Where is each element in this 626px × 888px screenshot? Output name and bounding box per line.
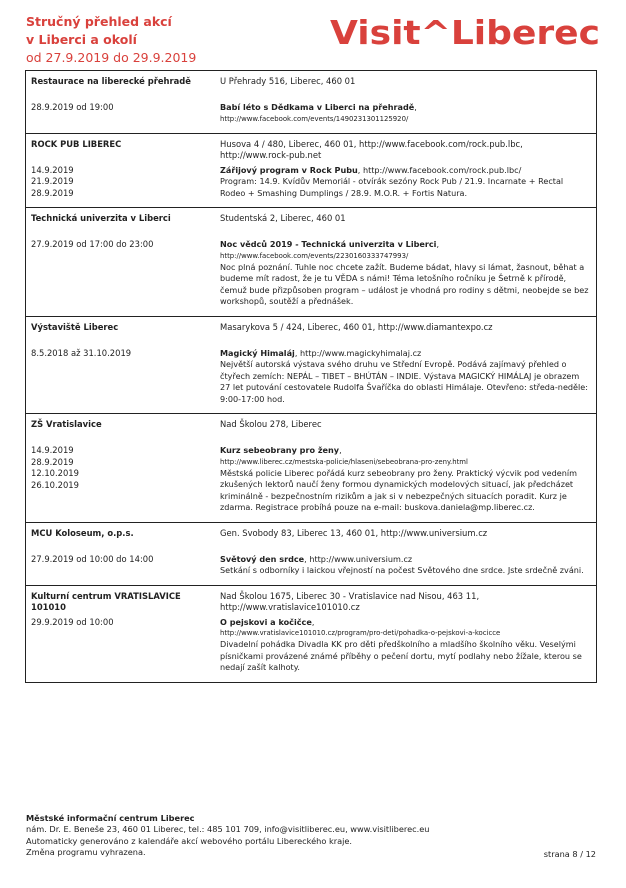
event-address: Husova 4 / 480, Liberec, 460 01, http://www.facebook.com/rock.pub.lbc, http://www.rock-pub.net: [220, 138, 523, 160]
event-dates: [31, 102, 210, 114]
event-detail-cell: [216, 71, 597, 134]
event-venue-cell: [26, 208, 217, 317]
event-title-suffix: ,: [311, 616, 315, 627]
event-date: 14.9.2019: [31, 164, 74, 175]
event-date: 27.9.2019 od 10:00 do 14:00: [31, 553, 154, 564]
event-info: [220, 445, 590, 514]
event-detail-cell: [216, 522, 597, 585]
event-organizer: Výstaviště Liberec: [31, 321, 119, 332]
event-title-suffix: ,: [436, 239, 440, 249]
event-dates: [31, 445, 210, 491]
event-info: [220, 348, 590, 406]
event-date: 28.9.2019: [31, 456, 74, 467]
event-description: Největší autorská výstava svého druhu ve Střední Evropě. Podává zajímavý přehled o čtyřech zemích: NEPÁL – TIBET – BHÚTÁN – INDIE. Výstava MAGICKÝ HIMÁLAJ je obrazem 27 let putování cestovatele Rudolfa Švaříčka do oblasti Himálaje. Otevřeno: středa-neděle: 9:00-17:00 hod.: [220, 359, 588, 404]
event-info: [220, 617, 590, 674]
events-table: [25, 70, 597, 683]
svg-text:Visit^Liberec: Visit^Liberec: [330, 13, 600, 52]
event-address: Gen. Svobody 83, Liberec 13, 460 01, http://www.universium.cz: [220, 527, 488, 538]
event-venue-cell: [26, 71, 217, 134]
event-title-link[interactable]: Kurz sebeobrany pro ženy: [220, 445, 340, 455]
event-detail-cell: [216, 585, 597, 682]
event-row: [26, 585, 597, 682]
title-line-1: Stručný přehled akcí: [26, 14, 172, 29]
event-description: Městská policie Liberec pořádá kurz sebeobrany pro ženy. Praktický výcvik pod vedením zkušených lektorů naučí ženy formou dynamických modelových situací, jak předcházet kriminálně - bezpečnostním rizikům a jak si v nebezpečných situacích poradit. Kurz je zdarma. Registrace probíhá pouze na e-mail: buskova.daniela@mp.liberec.cz.: [220, 467, 578, 512]
event-dates: [31, 165, 210, 200]
event-address: Nad Školou 1675, Liberec 30 - Vratislavice nad Nisou, 463 11, http://www.vratislavice101010.cz: [220, 590, 480, 612]
event-organizer: MCU Koloseum, o.p.s.: [31, 527, 134, 538]
event-detail-cell: [216, 316, 597, 414]
event-organizer: Restaurace na liberecké přehradě: [31, 76, 191, 86]
event-url-inline[interactable]: http://www.facebook.com/rock.pub.lbc/: [362, 164, 522, 175]
footer-org: Městské informační centrum Liberec: [26, 813, 195, 823]
visit-liberec-logo: [330, 10, 602, 52]
event-organizer: Technická univerzita v Liberci: [31, 213, 171, 223]
event-url[interactable]: http://www.facebook.com/events/2230160333747993/: [220, 251, 409, 260]
event-address: Studentská 2, Liberec, 460 01: [220, 213, 346, 223]
event-dates: [31, 348, 210, 360]
event-title-link[interactable]: Babí léto s Dědkama v Liberci na přehradě: [220, 102, 415, 112]
event-row: [26, 133, 597, 208]
date-range: od 27.9.2019 do 29.9.2019: [26, 50, 197, 65]
event-url-inline[interactable]: http://www.magickyhimalaj.cz: [299, 347, 422, 358]
event-title-link[interactable]: Světový den srdce: [220, 553, 305, 564]
event-info: [220, 102, 590, 125]
event-description: Program: 14.9. Kvídův Memoriál - otvírák sezóny Rock Pub / 21.9. Incarnate + Rectal Rodeo + Smashing Dumplings / 28.9. M.O.R. + Fortis Natura.: [220, 176, 564, 198]
event-title-suffix: ,: [294, 347, 298, 358]
event-description: Noc plná poznání. Tuhle noc chcete zažít. Budeme bádat, hlavy si lámat, žasnout, běhat a budeme mít radost, že je tu VĚDA s námi! Téma letošního ročníku je Šetrně k přírodě, čemuž bude přizpůsoben program – událost je vhodná pro rodiny s dětmi, neobejde se bez workshopů, soutěží a přednášek.: [220, 261, 589, 306]
title-line-2: v Liberci a okolí: [26, 32, 137, 47]
event-date: 26.10.2019: [31, 479, 79, 490]
event-address: U Přehrady 516, Liberec, 460 01: [220, 76, 356, 86]
event-date: 21.9.2019: [31, 176, 74, 186]
event-title-suffix: ,: [414, 102, 417, 112]
event-organizer: ROCK PUB LIBEREC: [31, 138, 122, 149]
event-info: [220, 554, 590, 577]
event-detail-cell: [216, 414, 597, 523]
event-date: 28.9.2019: [31, 187, 74, 198]
event-organizer: ZŠ Vratislavice: [31, 419, 102, 429]
event-venue-cell: [26, 585, 217, 682]
event-venue-cell: [26, 522, 217, 585]
event-venue-cell: [26, 316, 217, 414]
event-url[interactable]: http://www.liberec.cz/mestska-policie/hlaseni/sebeobrana-pro-zeny.html: [220, 457, 468, 466]
event-title-suffix: ,: [304, 553, 307, 564]
event-date: 29.9.2019 od 10:00: [31, 616, 114, 627]
event-dates: [31, 617, 210, 629]
event-description: Divadelní pohádka Divadla KK pro děti předškolního a mladšího školního věku. Veselými písničkami provázené známé příběhy o pečení dortu, mytí podlahy nebo žížale, kterou se nedají zašít kalhoty.: [220, 639, 582, 672]
event-url[interactable]: http://www.facebook.com/events/1490231301125920/: [220, 114, 409, 123]
event-date: 8.5.2018 až 31.10.2019: [31, 347, 132, 358]
footer-note-change: Změna programu vyhrazena.: [26, 846, 146, 857]
event-title-suffix: ,: [357, 164, 361, 175]
event-address: Nad Školou 278, Liberec: [220, 419, 322, 429]
event-info: [220, 239, 590, 308]
event-dates: [31, 239, 210, 251]
footer-contact: nám. Dr. E. Beneše 23, 460 01 Liberec, tel.: 485 101 709, info@visitliberec.eu, www.visitliberec.eu: [26, 824, 430, 835]
page-number: strana 8 / 12: [543, 849, 596, 859]
event-venue-cell: [26, 133, 217, 208]
event-title-suffix: ,: [339, 445, 342, 455]
document-title: [26, 13, 326, 67]
event-row: [26, 414, 597, 523]
event-title-link[interactable]: Noc vědců 2019 - Technická univerzita v Liberci: [220, 239, 437, 249]
event-detail-cell: [216, 208, 597, 317]
event-url[interactable]: http://www.vratislavice101010.cz/program/pro-deti/pohadka-o-pejskovi-a-kocicce: [220, 629, 501, 637]
event-info: [220, 165, 590, 200]
event-description: Setkání s odborníky i laickou vřejností na počest Světového dne srdce. Jste srdečně zváni.: [220, 565, 584, 575]
event-title-link[interactable]: Zářijový program v Rock Pubu: [220, 164, 358, 175]
event-title-link[interactable]: O pejskovi a kočičce: [220, 616, 312, 627]
event-detail-cell: [216, 133, 597, 208]
event-title-link[interactable]: Magický Himaláj: [220, 347, 295, 358]
event-venue-cell: [26, 414, 217, 523]
event-date: 12.10.2019: [31, 468, 79, 478]
event-row: [26, 316, 597, 414]
footer: [26, 813, 586, 858]
event-address: Masarykova 5 / 424, Liberec, 460 01, http://www.diamantexpo.cz: [220, 321, 493, 332]
event-row: [26, 71, 597, 134]
event-url-inline[interactable]: http://www.universium.cz: [309, 553, 413, 564]
event-organizer: Kulturní centrum VRATISLAVICE 101010: [31, 590, 181, 612]
event-dates: [31, 554, 210, 566]
event-date: 28.9.2019 od 19:00: [31, 102, 114, 112]
event-row: [26, 208, 597, 317]
event-row: [26, 522, 597, 585]
footer-note-generated: Automaticky generováno z kalendáře akcí webového portálu Libereckého kraje.: [26, 835, 353, 846]
event-date: 14.9.2019: [31, 445, 74, 455]
event-date: 27.9.2019 od 17:00 do 23:00: [31, 239, 154, 249]
